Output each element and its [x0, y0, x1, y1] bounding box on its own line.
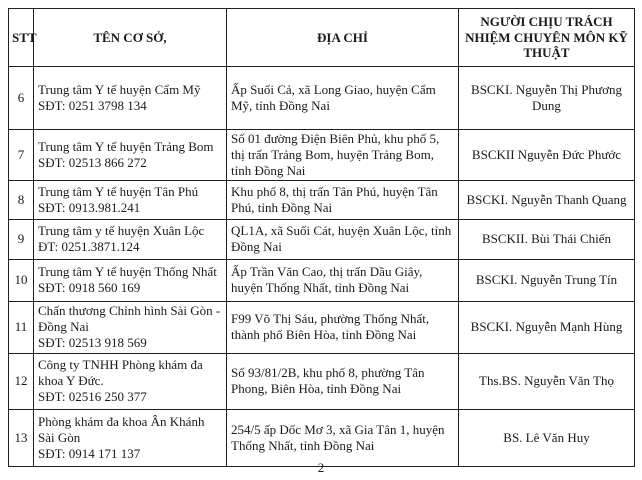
responsible-person-cell: BSCKI. Nguyễn Thanh Quang	[459, 180, 635, 219]
table-row	[9, 409, 635, 466]
facility-name-cell	[34, 219, 227, 259]
table-row	[9, 219, 635, 259]
table-row	[9, 130, 635, 181]
facility-name-cell	[34, 67, 227, 130]
facility-name-cell	[34, 180, 227, 219]
facility-phone: SĐT: 0914 171 137	[38, 445, 141, 461]
facility-name: Trung tâm Y tế huyện Trảng Bom	[38, 138, 214, 154]
stt-cell: 12	[9, 353, 34, 409]
column-header-responsible-person: NGƯỜI CHỊU TRÁCH NHIỆM CHUYÊN MÔN KỸ THUẬT	[459, 9, 635, 67]
stt-cell: 6	[9, 67, 34, 130]
responsible-person-cell: BSCKI. Nguyễn Thị Phương Dung	[459, 67, 635, 130]
facility-name-cell	[34, 259, 227, 301]
stt-cell: 9	[9, 219, 34, 259]
facility-phone: SĐT: 02513 866 272	[38, 154, 147, 170]
responsible-person-cell: Ths.BS. Nguyễn Văn Thọ	[459, 353, 635, 409]
facility-name: Phòng khám đa khoa Ân Khánh Sài Gòn	[38, 413, 205, 445]
responsible-person-cell: BSCKII. Bùi Thái Chiến	[459, 219, 635, 259]
table-row	[9, 353, 635, 409]
stt-cell: 8	[9, 180, 34, 219]
table-header-row	[9, 9, 635, 67]
responsible-person-cell: BSCKI. Nguyễn Mạnh Hùng	[459, 301, 635, 353]
table-row	[9, 67, 635, 130]
column-header-stt: STT	[9, 9, 34, 67]
stt-cell: 7	[9, 130, 34, 181]
facility-name: Trung tâm Y tế huyện Cẩm Mỹ	[38, 82, 201, 98]
facility-phone: SĐT: 0918 560 169	[38, 280, 141, 296]
stt-cell: 11	[9, 301, 34, 353]
address-cell: Ấp Suối Cả, xã Long Giao, huyện Cẩm Mỹ, tỉnh Đồng Nai	[227, 67, 459, 130]
facility-name: Trung tâm Y tế huyện Thống Nhất	[38, 264, 217, 280]
facility-name: Chấn thương Chỉnh hình Sài Gòn - Đồng Nai	[38, 303, 221, 335]
address-cell: F99 Võ Thị Sáu, phường Thống Nhất, thành phố Biên Hòa, tỉnh Đồng Nai	[227, 301, 459, 353]
facility-name-cell	[34, 301, 227, 353]
table-row	[9, 259, 635, 301]
address-cell: QL1A, xã Suối Cát, huyện Xuân Lộc, tỉnh Đồng Nai	[227, 219, 459, 259]
facility-name-cell	[34, 409, 227, 466]
address-cell: Số 93/81/2B, khu phố 8, phường Tân Phong, Biên Hòa, tỉnh Đồng Nai	[227, 353, 459, 409]
facility-name: Trung tâm Y tế huyện Tân Phú	[38, 183, 199, 199]
stt-cell: 10	[9, 259, 34, 301]
facility-name-cell	[34, 130, 227, 181]
facility-name: Trung tâm y tế huyện Xuân Lộc	[38, 223, 205, 239]
responsible-person-cell: BSCKII Nguyễn Đức Phước	[459, 130, 635, 181]
column-header-facility-name: TÊN CƠ SỞ,	[34, 9, 227, 67]
facility-phone: SĐT: 02516 250 377	[38, 389, 147, 404]
table-row	[9, 301, 635, 353]
facilities-table	[8, 8, 635, 467]
address-cell: Số 01 đường Điện Biên Phủ, khu phố 5, thị trấn Trảng Bom, huyện Trảng Bom, tỉnh Đồng Nai	[227, 130, 459, 181]
facility-phone: SĐT: 0251 3798 134	[38, 98, 147, 113]
address-cell: Ấp Trần Văn Cao, thị trấn Dầu Giây, huyện Thống Nhất, tỉnh Đồng Nai	[227, 259, 459, 301]
facility-phone: SĐT: 02513 918 569	[38, 335, 147, 350]
column-header-address: ĐỊA CHỈ	[227, 9, 459, 67]
table-row	[9, 180, 635, 219]
stt-cell: 13	[9, 409, 34, 466]
address-cell: 254/5 ấp Dốc Mơ 3, xã Gia Tân 1, huyện Thống Nhất, tỉnh Đồng Nai	[227, 409, 459, 466]
address-cell: Khu phố 8, thị trấn Tân Phú, huyện Tân Phú, tỉnh Đồng Nai	[227, 180, 459, 219]
facility-phone: SĐT: 0913.981.241	[38, 199, 141, 215]
page-number: 2	[317, 460, 325, 475]
responsible-person-cell: BSCKI. Nguyễn Trung Tín	[459, 259, 635, 301]
facility-name-cell	[34, 353, 227, 409]
facility-phone: ĐT: 0251.3871.124	[38, 239, 140, 255]
facility-name: Công ty TNHH Phòng khám đa khoa Y Đức.	[38, 357, 203, 389]
responsible-person-cell: BS. Lê Văn Huy	[459, 409, 635, 466]
